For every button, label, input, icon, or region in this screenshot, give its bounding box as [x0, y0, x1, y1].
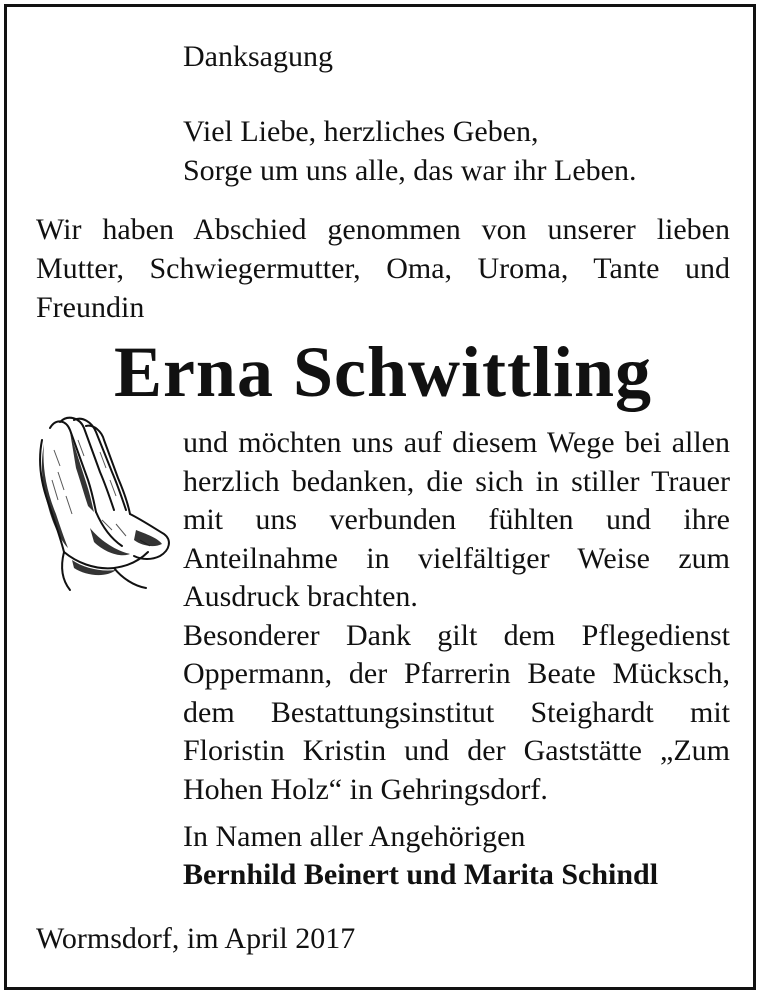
signers: Bernhild Beinert und Marita Schindl [183, 858, 659, 891]
verse [183, 112, 637, 190]
place-date: Wormsdorf, im April 2017 [36, 922, 356, 955]
deceased-name: Erna Schwittling [113, 332, 653, 412]
thanks-body [183, 424, 730, 809]
verse-line-2: Sorge um uns alle, das war ihr Leben. [183, 154, 637, 187]
intro-text: Wir haben Abschied genommen von unserer lieben Mutter, Schwiegermutter, Oma, Uroma, Tante und Freundin [36, 213, 730, 324]
signoff [183, 818, 658, 894]
verse-line-1: Viel Liebe, herzliches Geben, [183, 115, 539, 148]
on-behalf-line: In Namen aller Angehörigen [183, 820, 526, 853]
praying-hands-icon [30, 410, 175, 595]
thanks-paragraph: und möchten uns auf diesem Wege bei allen herzlich bedanken, die sich in stiller Trauer mit uns verbunden fühlten und ihre Anteilnahme in vielfältiger Weise zum Ausdruck brachten. [183, 426, 730, 613]
notice-heading: Danksagung [183, 40, 333, 73]
special-thanks-paragraph: Besonderer Dank gilt dem Pflegedienst Oppermann, der Pfarrerin Beate Mücksch, dem Bestattungsinstitut Steighardt mit Floristin Kristin und der Gaststätte „Zum Hohen Holz“ in Gehringsdorf. [183, 618, 730, 806]
